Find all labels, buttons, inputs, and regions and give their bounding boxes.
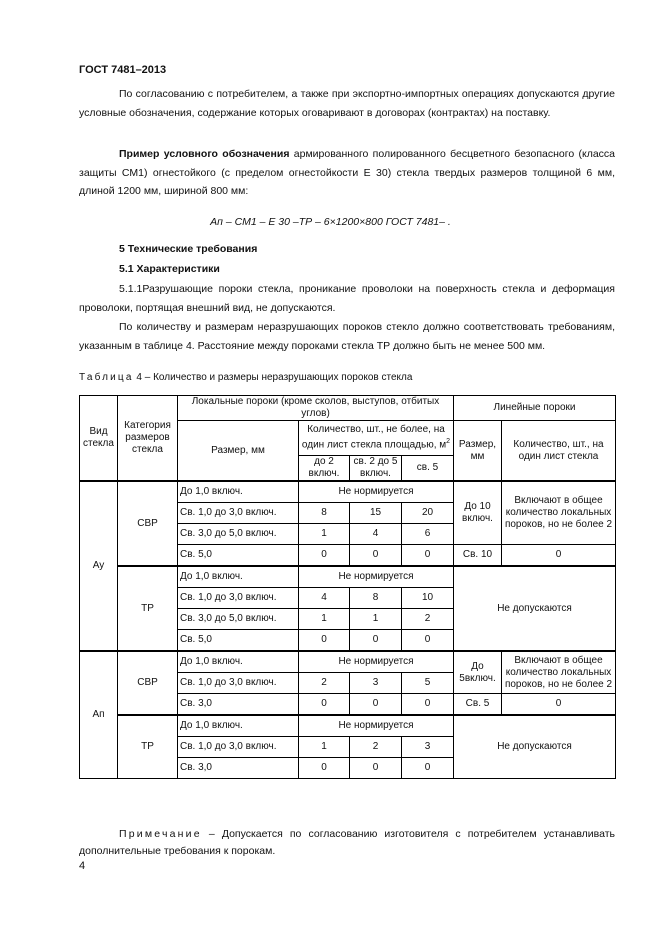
ay-svr-linear-over: Св. 10 [454, 545, 502, 567]
ap-svr-linear-count: Включают в общее количество локальных пороков, но не более 2 [502, 651, 616, 694]
ap-svr-not-normed: Не нормируется [299, 651, 454, 673]
type-ay: Ау [80, 481, 118, 651]
ay-tr-not-normed: Не нормируется [299, 566, 454, 588]
ap-svr-size-2: Св. 1,0 до 3,0 включ. [178, 673, 299, 694]
header-category: Категория размеров стекла [118, 396, 178, 482]
ap-svr-linear-over: Св. 5 [454, 694, 502, 716]
header-count-per-sheet [299, 421, 454, 456]
ap-tr-size-2: Св. 1,0 до 3,0 включ. [178, 737, 299, 758]
section-5-title: 5 Технические требования [119, 243, 258, 255]
ay-svr-r3-v2: 4 [350, 524, 402, 545]
ay-svr-r3-v3: 6 [402, 524, 454, 545]
ay-tr-r4-v1: 0 [299, 630, 350, 652]
page-number: 4 [79, 860, 86, 872]
header-size-mm: Размер, мм [178, 421, 299, 482]
defects-table [79, 395, 616, 779]
ap-svr-r3-v3: 0 [402, 694, 454, 716]
header-local-defects: Локальные пороки (кроме сколов, выступов, отбитых углов) [178, 396, 454, 421]
ay-svr-size-2: Св. 1,0 до 3,0 включ. [178, 503, 299, 524]
ay-tr-r4-v2: 0 [350, 630, 402, 652]
ay-svr-not-normed: Не нормируется [299, 481, 454, 503]
example-label: Пример условного обозначения [119, 148, 290, 160]
ap-tr-r2-v1: 1 [299, 737, 350, 758]
header-linear-defects: Линейные пороки [454, 396, 616, 421]
ap-svr-linear-size: До 5включ. [454, 651, 502, 694]
designation-formula: Ап – СМ1 – Е 30 –ТР – 6×1200×800 ГОСТ 7481– . [210, 216, 451, 228]
table-caption [79, 372, 412, 383]
table-caption-word: Таблица [79, 372, 134, 383]
ay-tr-size-2: Св. 1,0 до 3,0 включ. [178, 588, 299, 609]
ay-svr-r4-v3: 0 [402, 545, 454, 567]
ay-tr-r3-v1: 1 [299, 609, 350, 630]
ay-svr-size-4: Св. 5,0 [178, 545, 299, 567]
ay-tr-r2-v2: 8 [350, 588, 402, 609]
ap-svr-r2-v1: 2 [299, 673, 350, 694]
table-note [79, 826, 615, 860]
ap-svr-r3-v2: 0 [350, 694, 402, 716]
header-linear-size: Размер, мм [454, 421, 502, 482]
ap-svr-r3-v1: 0 [299, 694, 350, 716]
ap-svr-size-1: До 1,0 включ. [178, 651, 299, 673]
ap-tr-r2-v2: 2 [350, 737, 402, 758]
ap-tr-r3-v1: 0 [299, 758, 350, 779]
ap-svr-r2-v2: 3 [350, 673, 402, 694]
paragraph-example [79, 145, 615, 201]
example-text: армированного полированного бесцветного безопасного (класса защиты СМ1) огнестойкого (с пределом огнестойкости Е 30) стекла твердых размеров толщиной 6 мм, длиной 1200 мм, шириной 800 мм: [79, 148, 615, 197]
section-5-1-title: 5.1 Характеристики [119, 263, 220, 275]
category-ay-svr: СВР [118, 481, 178, 566]
ay-tr-size-3: Св. 3,0 до 5,0 включ. [178, 609, 299, 630]
header-area-over-5: св. 5 [402, 456, 454, 482]
category-ap-svr: СВР [118, 651, 178, 715]
ay-svr-r2-v2: 15 [350, 503, 402, 524]
header-glass-type: Вид стекла [80, 396, 118, 482]
ay-tr-r3-v3: 2 [402, 609, 454, 630]
note-label: Примечание [119, 828, 202, 840]
ay-svr-r2-v3: 20 [402, 503, 454, 524]
ap-tr-r3-v3: 0 [402, 758, 454, 779]
category-ap-tr: ТР [118, 715, 178, 779]
ap-tr-r2-v3: 3 [402, 737, 454, 758]
paragraph-5-1-1: 5.1.1Разрушающие пороки стекла, проникание проволоки на поверхность стекла и деформация проволоки, портящая внешний вид, не допускаются. [79, 283, 615, 314]
ay-svr-linear-over-count: 0 [502, 545, 616, 567]
ay-tr-r3-v2: 1 [350, 609, 402, 630]
document-header: ГОСТ 7481–2013 [79, 64, 167, 76]
ay-svr-r3-v1: 1 [299, 524, 350, 545]
ay-svr-linear-count: Включают в общее количество локальных пороков, но не более 2 [502, 481, 616, 545]
ap-tr-size-1: До 1,0 включ. [178, 715, 299, 737]
header-count-text: Количество, шт., не более, на один лист стекла площадью, м [301, 424, 447, 451]
ay-svr-size-3: Св. 3,0 до 5,0 включ. [178, 524, 299, 545]
paragraph-designations: По согласованию с потребителем, а также при экспортно-импортных операциях допускаются другие условные обозначения, содержание которых оговаривают в договорах (контрактах) на поставку. [79, 88, 615, 119]
header-linear-count: Количество, шт., на один лист стекла [502, 421, 616, 482]
ap-svr-linear-over-count: 0 [502, 694, 616, 716]
ay-tr-r4-v3: 0 [402, 630, 454, 652]
type-ap: Ап [80, 651, 118, 779]
header-count-unit: 2 [446, 438, 451, 446]
ay-tr-r2-v3: 10 [402, 588, 454, 609]
ap-tr-linear-not-allowed: Не допускаются [454, 715, 616, 779]
table-caption-text: 4 – Количество и размеры неразрушающих пороков стекла [133, 372, 413, 383]
header-area-upto-2: до 2 включ. [299, 456, 350, 482]
ay-svr-size-1: До 1,0 включ. [178, 481, 299, 503]
ay-tr-size-1: До 1,0 включ. [178, 566, 299, 588]
ap-tr-r3-v2: 0 [350, 758, 402, 779]
note-text: – Допускается по согласованию изготовителя с потребителем устанавливать дополнительные требования к порокам. [79, 828, 615, 857]
ap-tr-not-normed: Не нормируется [299, 715, 454, 737]
ap-svr-r2-v3: 5 [402, 673, 454, 694]
ay-svr-linear-size: До 10 включ. [454, 481, 502, 545]
ap-svr-size-3: Св. 3,0 [178, 694, 299, 716]
ay-tr-size-4: Св. 5,0 [178, 630, 299, 652]
ap-tr-size-3: Св. 3,0 [178, 758, 299, 779]
ay-tr-r2-v1: 4 [299, 588, 350, 609]
ay-svr-r2-v1: 8 [299, 503, 350, 524]
ay-svr-r4-v1: 0 [299, 545, 350, 567]
ay-svr-r4-v2: 0 [350, 545, 402, 567]
paragraph-5-1-2: По количеству и размерам неразрушающих пороков стекло должно соответствовать требованиям, указанным в таблице 4. Расстояние между пороками стекла ТР должно быть не менее 500 мм. [79, 321, 615, 352]
ay-tr-linear-not-allowed: Не допускаются [454, 566, 616, 651]
category-ay-tr: ТР [118, 566, 178, 651]
header-area-2-to-5: св. 2 до 5 включ. [350, 456, 402, 482]
